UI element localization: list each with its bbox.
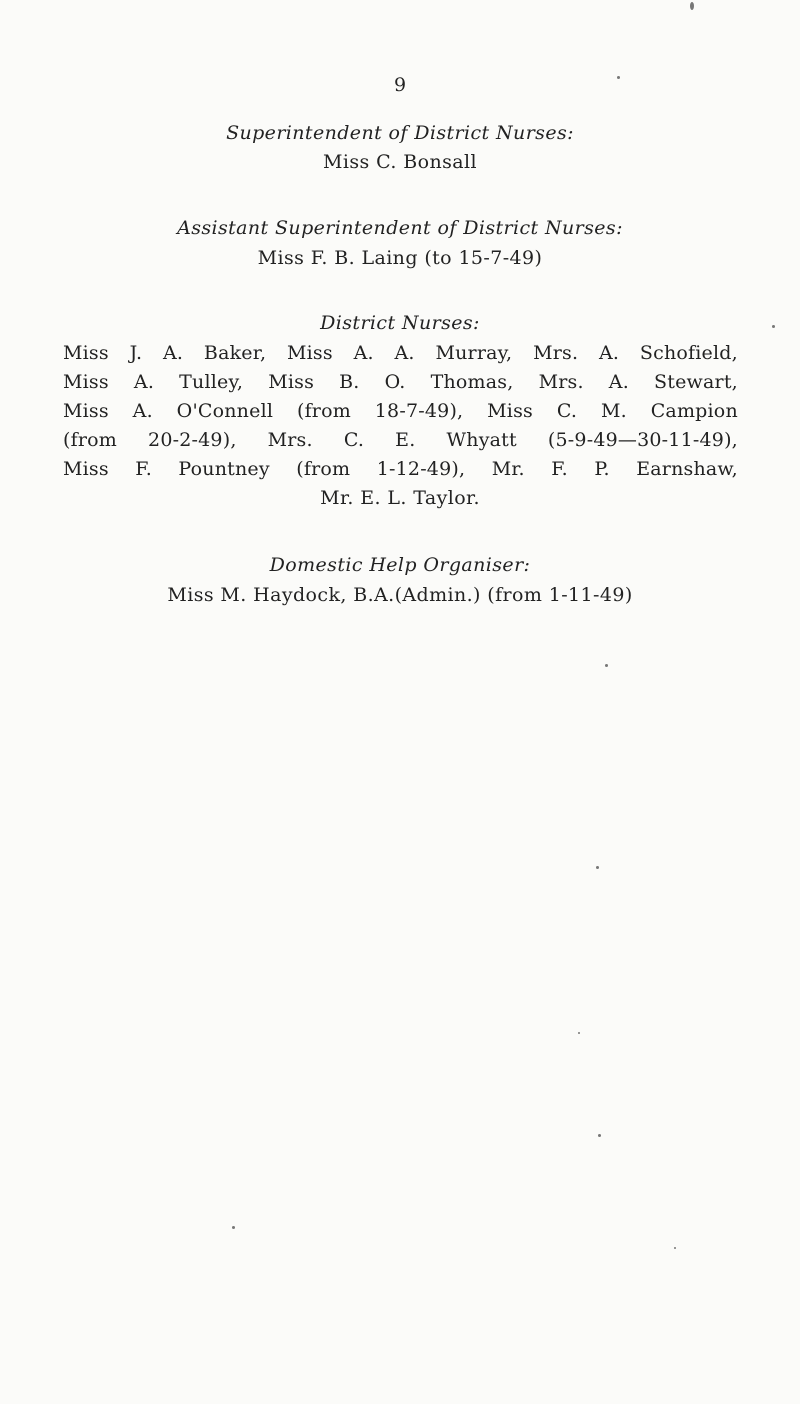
word: A. [394,342,415,364]
scan-speck [605,664,608,667]
word: (from [63,429,117,451]
scan-speck [617,76,620,79]
word: O'Connell [176,400,274,422]
word: Mrs. [538,371,584,393]
word: C. [556,400,578,422]
word: Mr. [491,458,525,480]
word: Thomas, [430,371,514,393]
word: J. [129,342,143,364]
word: (from [296,400,351,422]
assistant-superintendent-title: Assistant Superintendent of District Nurses: [177,217,623,239]
word: Miss [63,458,109,480]
scan-speck [578,1032,580,1034]
word: Tulley, [179,371,244,393]
word: O. [384,371,406,393]
word: A. [133,371,155,393]
word: 18-7-49), [374,400,464,422]
domestic-help-title: Domestic Help Organiser: [269,554,531,576]
word: Murray, [435,342,513,364]
scan-speck [690,2,694,10]
word: B. [339,371,360,393]
word: Campion [650,400,738,422]
district-nurses-line-5 [63,458,738,480]
district-nurses-line-4 [63,429,738,451]
page-number: 9 [393,74,407,96]
district-nurses-line-2 [63,371,738,393]
scan-speck [772,325,775,328]
scan-speck [674,1247,676,1249]
word: F. [551,458,568,480]
word: P. [594,458,610,480]
word: Mrs. [533,342,579,364]
word: (from [296,458,351,480]
word: Schofield, [639,342,738,364]
scan-speck [598,1134,601,1137]
district-nurses-title: District Nurses: [320,312,480,334]
word: (5-9-49—30-11-49), [547,429,738,451]
word: Miss [63,400,109,422]
district-nurses-line-1 [63,342,738,364]
word: C. [343,429,365,451]
scan-speck [232,1226,235,1229]
word: F. [135,458,152,480]
scan-speck [596,866,599,869]
word: Stewart, [654,371,738,393]
word: 1-12-49), [376,458,466,480]
superintendent-title: Superintendent of District Nurses: [226,122,574,144]
word: A. [598,342,620,364]
word: M. [600,400,627,422]
district-nurses-line-3 [63,400,738,422]
word: Miss [63,371,109,393]
word: A. [132,400,153,422]
word: A. [353,342,374,364]
word: E. [395,429,416,451]
word: Mrs. [267,429,313,451]
superintendent-name: Miss C. Bonsall [323,151,477,173]
word: Miss [487,400,533,422]
word: Whyatt [446,429,517,451]
word: 20-2-49), [148,429,237,451]
word: Miss [286,342,333,364]
district-nurses-last-line: Mr. E. L. Taylor. [320,487,480,509]
word: Pountney [178,458,270,480]
word: Miss [63,342,109,364]
assistant-superintendent-name: Miss F. B. Laing (to 15-7-49) [257,247,543,269]
word: Baker, [203,342,267,364]
word: A. [608,371,629,393]
word: Earnshaw, [636,458,738,480]
domestic-help-name: Miss M. Haydock, B.A.(Admin.) (from 1-11-49) [167,584,633,606]
word: Miss [268,371,315,393]
word: A. [162,342,184,364]
